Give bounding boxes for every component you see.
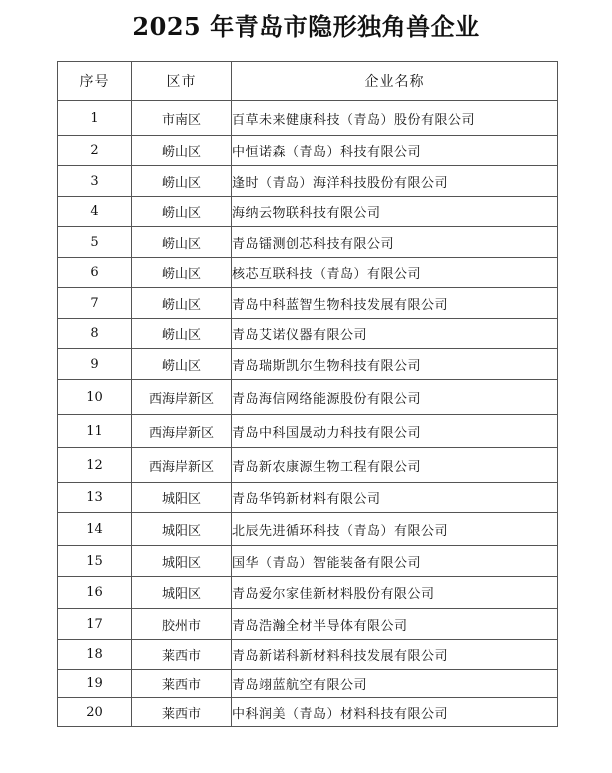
- cell-company-name: 青岛新诺科新材料科技发展有限公司: [232, 640, 558, 670]
- cell-company-name: 青岛翊蓝航空有限公司: [232, 670, 558, 698]
- header-company-name: 企业名称: [232, 62, 558, 101]
- cell-district: 城阳区: [132, 483, 232, 513]
- cell-district: 城阳区: [132, 577, 232, 609]
- cell-district: 崂山区: [132, 349, 232, 380]
- cell-serial-number: 10: [58, 380, 132, 415]
- table-row: [58, 380, 558, 415]
- cell-serial-number: 17: [58, 609, 132, 640]
- cell-district: 城阳区: [132, 546, 232, 577]
- header-serial-number: 序号: [58, 62, 132, 101]
- cell-serial-number: 12: [58, 448, 132, 483]
- table-row: [58, 483, 558, 513]
- cell-serial-number: 4: [58, 197, 132, 227]
- cell-company-name: 青岛瑞斯凯尔生物科技有限公司: [232, 349, 558, 380]
- cell-company-name: 青岛镭测创芯科技有限公司: [232, 227, 558, 258]
- cell-company-name: 青岛爱尔家佳新材料股份有限公司: [232, 577, 558, 609]
- cell-serial-number: 20: [58, 698, 132, 727]
- cell-district: 崂山区: [132, 197, 232, 227]
- cell-serial-number: 15: [58, 546, 132, 577]
- cell-company-name: 逢时（青岛）海洋科技股份有限公司: [232, 166, 558, 197]
- table-row: [58, 258, 558, 288]
- cell-district: 崂山区: [132, 227, 232, 258]
- cell-district: 崂山区: [132, 288, 232, 319]
- table-row: [58, 166, 558, 197]
- cell-serial-number: 9: [58, 349, 132, 380]
- cell-serial-number: 14: [58, 513, 132, 546]
- cell-district: 城阳区: [132, 513, 232, 546]
- table-row: [58, 415, 558, 448]
- cell-company-name: 核芯互联科技（青岛）有限公司: [232, 258, 558, 288]
- cell-serial-number: 1: [58, 101, 132, 136]
- cell-district: 莱西市: [132, 670, 232, 698]
- cell-company-name: 北辰先进循环科技（青岛）有限公司: [232, 513, 558, 546]
- table-row: [58, 136, 558, 166]
- cell-serial-number: 19: [58, 670, 132, 698]
- cell-company-name: 中科润美（青岛）材料科技有限公司: [232, 698, 558, 727]
- cell-serial-number: 18: [58, 640, 132, 670]
- table-row: [58, 448, 558, 483]
- table-header-row: [58, 62, 558, 101]
- cell-serial-number: 2: [58, 136, 132, 166]
- cell-serial-number: 3: [58, 166, 132, 197]
- cell-district: 莱西市: [132, 640, 232, 670]
- cell-district: 崂山区: [132, 319, 232, 349]
- cell-serial-number: 16: [58, 577, 132, 609]
- table-row: [58, 319, 558, 349]
- cell-district: 西海岸新区: [132, 380, 232, 415]
- cell-company-name: 青岛中科国晟动力科技有限公司: [232, 415, 558, 448]
- cell-district: 莱西市: [132, 698, 232, 727]
- cell-company-name: 青岛中科蓝智生物科技发展有限公司: [232, 288, 558, 319]
- table-row: [58, 670, 558, 698]
- cell-company-name: 青岛新农康源生物工程有限公司: [232, 448, 558, 483]
- cell-company-name: 百草未来健康科技（青岛）股份有限公司: [232, 101, 558, 136]
- cell-district: 西海岸新区: [132, 415, 232, 448]
- cell-district: 崂山区: [132, 136, 232, 166]
- table-row: [58, 197, 558, 227]
- table-row: [58, 513, 558, 546]
- cell-serial-number: 7: [58, 288, 132, 319]
- table-row: [58, 546, 558, 577]
- table-row: [58, 101, 558, 136]
- cell-company-name: 国华（青岛）智能装备有限公司: [232, 546, 558, 577]
- cell-company-name: 青岛华钨新材料有限公司: [232, 483, 558, 513]
- cell-company-name: 海纳云物联科技有限公司: [232, 197, 558, 227]
- table-row: [58, 577, 558, 609]
- cell-company-name: 青岛海信网络能源股份有限公司: [232, 380, 558, 415]
- cell-serial-number: 5: [58, 227, 132, 258]
- cell-district: 崂山区: [132, 166, 232, 197]
- cell-company-name: 中恒诺森（青岛）科技有限公司: [232, 136, 558, 166]
- header-district: 区市: [132, 62, 232, 101]
- table-row: [58, 609, 558, 640]
- page-title: 2025 年青岛市隐形独角兽企业: [132, 12, 480, 41]
- cell-serial-number: 11: [58, 415, 132, 448]
- cell-serial-number: 8: [58, 319, 132, 349]
- cell-district: 胶州市: [132, 609, 232, 640]
- cell-district: 西海岸新区: [132, 448, 232, 483]
- cell-district: 崂山区: [132, 258, 232, 288]
- table-row: [58, 640, 558, 670]
- enterprise-table: [57, 61, 558, 727]
- table-row: [58, 349, 558, 380]
- cell-serial-number: 6: [58, 258, 132, 288]
- cell-serial-number: 13: [58, 483, 132, 513]
- table-row: [58, 227, 558, 258]
- cell-district: 市南区: [132, 101, 232, 136]
- cell-company-name: 青岛浩瀚全材半导体有限公司: [232, 609, 558, 640]
- table-row: [58, 288, 558, 319]
- cell-company-name: 青岛艾诺仪器有限公司: [232, 319, 558, 349]
- table-row: [58, 698, 558, 727]
- table-body: [58, 101, 558, 727]
